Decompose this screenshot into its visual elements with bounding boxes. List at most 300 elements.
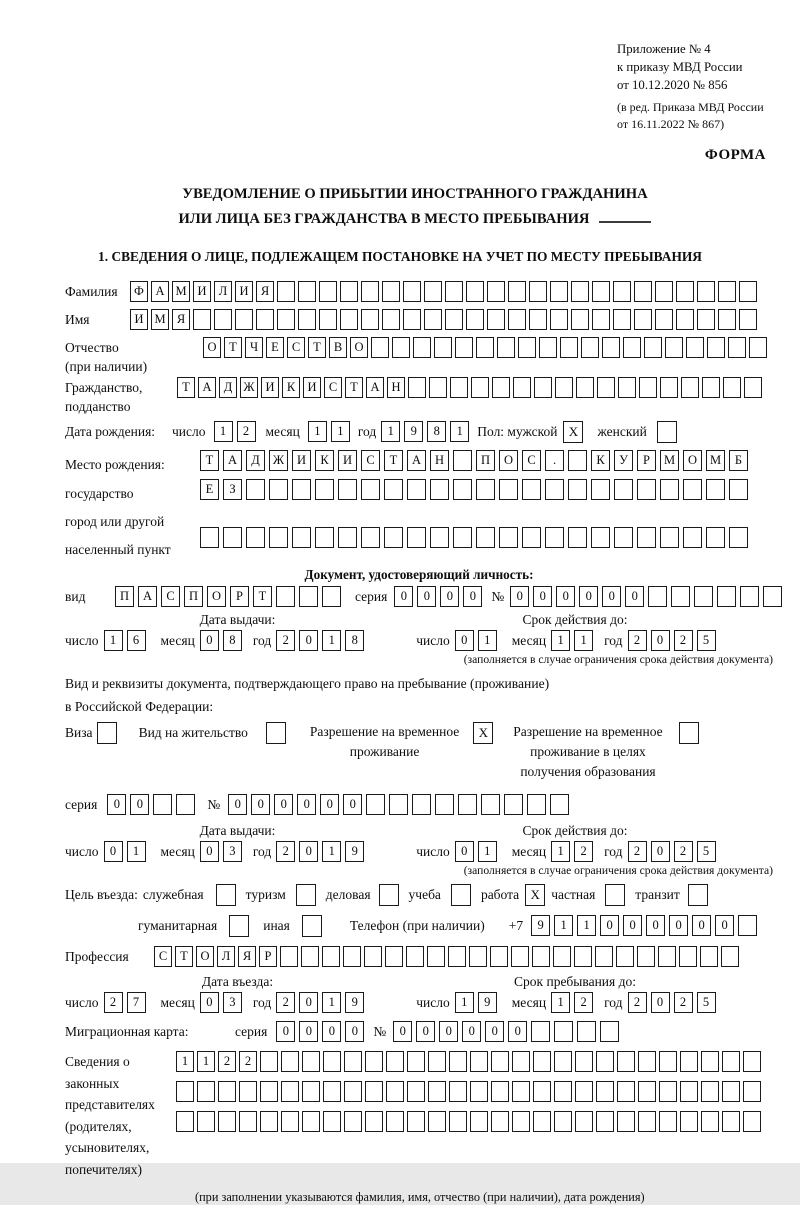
char-cell[interactable]: Т xyxy=(200,450,219,471)
char-cell[interactable] xyxy=(361,281,379,302)
char-cell[interactable] xyxy=(176,1081,194,1102)
char-cell[interactable]: 0 xyxy=(463,586,482,607)
char-cell[interactable] xyxy=(466,281,484,302)
char-cell[interactable] xyxy=(701,1081,719,1102)
char-cell[interactable]: 0 xyxy=(625,586,644,607)
char-cell[interactable] xyxy=(365,1081,383,1102)
char-cell[interactable] xyxy=(476,479,495,500)
char-cell[interactable]: 0 xyxy=(299,630,318,651)
char-cell[interactable] xyxy=(638,1111,656,1132)
char-cell[interactable] xyxy=(728,337,746,358)
char-cell[interactable] xyxy=(638,1081,656,1102)
char-cell[interactable] xyxy=(471,377,489,398)
char-cell[interactable]: 2 xyxy=(276,992,295,1013)
char-cell[interactable] xyxy=(533,1111,551,1132)
char-cell[interactable] xyxy=(644,337,662,358)
char-cell[interactable]: 1 xyxy=(104,630,123,651)
char-cell[interactable] xyxy=(428,1081,446,1102)
char-cell[interactable] xyxy=(706,479,725,500)
char-cell[interactable]: О xyxy=(683,450,702,471)
char-cell[interactable]: З xyxy=(223,479,242,500)
char-cell[interactable] xyxy=(560,337,578,358)
char-cell[interactable] xyxy=(435,794,454,815)
char-cell[interactable]: М xyxy=(660,450,679,471)
char-cell[interactable] xyxy=(550,794,569,815)
char-cell[interactable]: 0 xyxy=(455,630,474,651)
char-cell[interactable]: И xyxy=(303,377,321,398)
char-cell[interactable] xyxy=(596,1081,614,1102)
char-cell[interactable]: 1 xyxy=(308,421,327,442)
char-cell[interactable] xyxy=(596,1111,614,1132)
char-cell[interactable]: 0 xyxy=(600,915,619,936)
char-cell[interactable]: 0 xyxy=(508,1021,527,1042)
char-cell[interactable]: 9 xyxy=(404,421,423,442)
char-cell[interactable]: Т xyxy=(345,377,363,398)
char-cell[interactable]: О xyxy=(196,946,214,967)
char-cell[interactable] xyxy=(681,377,699,398)
char-cell[interactable]: 2 xyxy=(628,992,647,1013)
char-cell[interactable] xyxy=(686,337,704,358)
char-cell[interactable] xyxy=(545,527,564,548)
char-cell[interactable]: 1 xyxy=(455,992,474,1013)
char-cell[interactable]: . xyxy=(545,450,564,471)
char-cell[interactable]: Т xyxy=(175,946,193,967)
char-cell[interactable] xyxy=(407,1051,425,1072)
char-cell[interactable] xyxy=(246,479,265,500)
char-cell[interactable] xyxy=(577,1021,596,1042)
char-cell[interactable]: 0 xyxy=(510,586,529,607)
char-cell[interactable]: 0 xyxy=(533,586,552,607)
char-cell[interactable]: 0 xyxy=(485,1021,504,1042)
char-cell[interactable] xyxy=(545,479,564,500)
char-cell[interactable] xyxy=(450,377,468,398)
char-cell[interactable] xyxy=(680,1081,698,1102)
char-cell[interactable] xyxy=(280,946,298,967)
char-cell[interactable] xyxy=(256,309,274,330)
char-cell[interactable]: 5 xyxy=(697,841,716,862)
char-cell[interactable] xyxy=(697,309,715,330)
male-checkbox[interactable]: X xyxy=(563,421,583,443)
char-cell[interactable] xyxy=(218,1111,236,1132)
char-cell[interactable] xyxy=(448,946,466,967)
char-cell[interactable] xyxy=(197,1081,215,1102)
char-cell[interactable]: Ж xyxy=(269,450,288,471)
char-cell[interactable]: 0 xyxy=(692,915,711,936)
char-cell[interactable] xyxy=(522,527,541,548)
char-cell[interactable]: О xyxy=(499,450,518,471)
char-cell[interactable] xyxy=(340,309,358,330)
char-cell[interactable] xyxy=(389,794,408,815)
char-cell[interactable] xyxy=(660,479,679,500)
char-cell[interactable]: 0 xyxy=(200,992,219,1013)
char-cell[interactable] xyxy=(361,479,380,500)
char-cell[interactable] xyxy=(744,377,762,398)
char-cell[interactable] xyxy=(239,1081,257,1102)
char-cell[interactable]: 0 xyxy=(715,915,734,936)
char-cell[interactable] xyxy=(361,527,380,548)
char-cell[interactable]: 1 xyxy=(214,421,233,442)
char-cell[interactable]: Я xyxy=(256,281,274,302)
char-cell[interactable] xyxy=(277,309,295,330)
char-cell[interactable]: К xyxy=(591,450,610,471)
purpose-humanitarian-checkbox[interactable] xyxy=(229,915,249,937)
char-cell[interactable]: У xyxy=(614,450,633,471)
char-cell[interactable] xyxy=(458,794,477,815)
char-cell[interactable]: 8 xyxy=(427,421,446,442)
char-cell[interactable] xyxy=(455,337,473,358)
char-cell[interactable] xyxy=(637,946,655,967)
char-cell[interactable]: 0 xyxy=(651,992,670,1013)
char-cell[interactable]: 1 xyxy=(127,841,146,862)
char-cell[interactable] xyxy=(518,337,536,358)
char-cell[interactable]: 0 xyxy=(439,1021,458,1042)
char-cell[interactable] xyxy=(717,586,736,607)
char-cell[interactable] xyxy=(322,586,341,607)
char-cell[interactable]: А xyxy=(138,586,157,607)
char-cell[interactable] xyxy=(637,479,656,500)
char-cell[interactable] xyxy=(676,309,694,330)
char-cell[interactable] xyxy=(384,527,403,548)
char-cell[interactable] xyxy=(638,1051,656,1072)
char-cell[interactable] xyxy=(260,1051,278,1072)
char-cell[interactable] xyxy=(322,946,340,967)
temp-residence-education-checkbox[interactable] xyxy=(679,722,699,744)
char-cell[interactable]: О xyxy=(203,337,221,358)
char-cell[interactable] xyxy=(739,281,757,302)
char-cell[interactable]: Т xyxy=(384,450,403,471)
char-cell[interactable]: С xyxy=(361,450,380,471)
char-cell[interactable] xyxy=(487,309,505,330)
char-cell[interactable] xyxy=(476,337,494,358)
char-cell[interactable] xyxy=(529,281,547,302)
char-cell[interactable] xyxy=(343,946,361,967)
char-cell[interactable]: 1 xyxy=(574,630,593,651)
char-cell[interactable]: 0 xyxy=(104,841,123,862)
char-cell[interactable]: 2 xyxy=(276,841,295,862)
char-cell[interactable]: Н xyxy=(387,377,405,398)
char-cell[interactable] xyxy=(499,527,518,548)
char-cell[interactable]: 1 xyxy=(322,841,341,862)
char-cell[interactable] xyxy=(707,337,725,358)
char-cell[interactable] xyxy=(634,281,652,302)
char-cell[interactable] xyxy=(617,1081,635,1102)
char-cell[interactable]: 0 xyxy=(251,794,270,815)
char-cell[interactable] xyxy=(721,946,739,967)
char-cell[interactable] xyxy=(200,527,219,548)
char-cell[interactable] xyxy=(679,946,697,967)
char-cell[interactable]: М xyxy=(706,450,725,471)
char-cell[interactable]: 0 xyxy=(343,794,362,815)
char-cell[interactable] xyxy=(366,794,385,815)
char-cell[interactable] xyxy=(740,586,759,607)
char-cell[interactable] xyxy=(470,1051,488,1072)
char-cell[interactable] xyxy=(504,794,523,815)
char-cell[interactable]: 0 xyxy=(299,841,318,862)
char-cell[interactable]: 1 xyxy=(551,630,570,651)
char-cell[interactable] xyxy=(581,337,599,358)
char-cell[interactable]: 0 xyxy=(455,841,474,862)
char-cell[interactable] xyxy=(531,1021,550,1042)
char-cell[interactable]: 2 xyxy=(239,1051,257,1072)
char-cell[interactable] xyxy=(386,1111,404,1132)
char-cell[interactable] xyxy=(315,479,334,500)
purpose-work-checkbox[interactable]: X xyxy=(525,884,545,906)
char-cell[interactable] xyxy=(298,281,316,302)
char-cell[interactable] xyxy=(298,309,316,330)
char-cell[interactable] xyxy=(344,1051,362,1072)
char-cell[interactable] xyxy=(511,946,529,967)
char-cell[interactable]: Л xyxy=(217,946,235,967)
char-cell[interactable] xyxy=(153,794,172,815)
char-cell[interactable]: 0 xyxy=(416,1021,435,1042)
purpose-transit-checkbox[interactable] xyxy=(688,884,708,906)
char-cell[interactable] xyxy=(382,309,400,330)
purpose-private-checkbox[interactable] xyxy=(605,884,625,906)
char-cell[interactable]: 1 xyxy=(322,630,341,651)
char-cell[interactable] xyxy=(277,281,295,302)
char-cell[interactable] xyxy=(235,309,253,330)
visa-checkbox[interactable] xyxy=(97,722,117,744)
char-cell[interactable] xyxy=(281,1081,299,1102)
char-cell[interactable] xyxy=(364,946,382,967)
char-cell[interactable] xyxy=(246,527,265,548)
char-cell[interactable]: Р xyxy=(637,450,656,471)
char-cell[interactable] xyxy=(299,586,318,607)
char-cell[interactable]: 9 xyxy=(478,992,497,1013)
char-cell[interactable] xyxy=(476,527,495,548)
char-cell[interactable] xyxy=(445,281,463,302)
char-cell[interactable] xyxy=(701,1051,719,1072)
char-cell[interactable]: 1 xyxy=(551,992,570,1013)
char-cell[interactable]: А xyxy=(366,377,384,398)
char-cell[interactable] xyxy=(683,527,702,548)
char-cell[interactable] xyxy=(434,337,452,358)
char-cell[interactable]: 0 xyxy=(669,915,688,936)
char-cell[interactable]: 0 xyxy=(274,794,293,815)
char-cell[interactable]: И xyxy=(235,281,253,302)
char-cell[interactable]: А xyxy=(223,450,242,471)
char-cell[interactable]: 2 xyxy=(218,1051,236,1072)
temp-residence-permit-checkbox[interactable]: X xyxy=(473,722,493,744)
char-cell[interactable] xyxy=(722,1081,740,1102)
char-cell[interactable] xyxy=(340,281,358,302)
char-cell[interactable]: А xyxy=(198,377,216,398)
char-cell[interactable] xyxy=(533,1081,551,1102)
char-cell[interactable] xyxy=(694,586,713,607)
char-cell[interactable] xyxy=(428,1111,446,1132)
char-cell[interactable] xyxy=(512,1111,530,1132)
char-cell[interactable] xyxy=(763,586,782,607)
char-cell[interactable]: 0 xyxy=(646,915,665,936)
char-cell[interactable]: 2 xyxy=(674,992,693,1013)
char-cell[interactable]: Е xyxy=(266,337,284,358)
char-cell[interactable] xyxy=(408,377,426,398)
char-cell[interactable]: 1 xyxy=(577,915,596,936)
char-cell[interactable] xyxy=(591,479,610,500)
char-cell[interactable] xyxy=(539,337,557,358)
char-cell[interactable] xyxy=(527,794,546,815)
char-cell[interactable] xyxy=(613,309,631,330)
char-cell[interactable]: 0 xyxy=(440,586,459,607)
char-cell[interactable] xyxy=(323,1051,341,1072)
char-cell[interactable] xyxy=(723,377,741,398)
char-cell[interactable]: 0 xyxy=(394,586,413,607)
char-cell[interactable]: А xyxy=(407,450,426,471)
char-cell[interactable] xyxy=(302,1081,320,1102)
char-cell[interactable]: 0 xyxy=(651,841,670,862)
char-cell[interactable]: А xyxy=(151,281,169,302)
char-cell[interactable] xyxy=(739,309,757,330)
char-cell[interactable] xyxy=(618,377,636,398)
char-cell[interactable] xyxy=(639,377,657,398)
char-cell[interactable]: Л xyxy=(214,281,232,302)
char-cell[interactable] xyxy=(365,1111,383,1132)
purpose-study-checkbox[interactable] xyxy=(451,884,471,906)
char-cell[interactable] xyxy=(665,337,683,358)
char-cell[interactable]: 0 xyxy=(417,586,436,607)
char-cell[interactable] xyxy=(371,337,389,358)
char-cell[interactable]: 0 xyxy=(556,586,575,607)
char-cell[interactable] xyxy=(680,1051,698,1072)
char-cell[interactable]: 1 xyxy=(551,841,570,862)
char-cell[interactable]: 1 xyxy=(322,992,341,1013)
char-cell[interactable]: 1 xyxy=(478,630,497,651)
char-cell[interactable] xyxy=(449,1111,467,1132)
char-cell[interactable]: 3 xyxy=(223,992,242,1013)
char-cell[interactable] xyxy=(403,309,421,330)
char-cell[interactable]: 6 xyxy=(127,630,146,651)
char-cell[interactable] xyxy=(487,281,505,302)
char-cell[interactable]: 2 xyxy=(674,841,693,862)
char-cell[interactable]: 0 xyxy=(107,794,126,815)
char-cell[interactable] xyxy=(522,479,541,500)
char-cell[interactable]: П xyxy=(115,586,134,607)
char-cell[interactable] xyxy=(319,309,337,330)
char-cell[interactable] xyxy=(338,479,357,500)
char-cell[interactable] xyxy=(470,1111,488,1132)
char-cell[interactable] xyxy=(176,794,195,815)
char-cell[interactable]: 7 xyxy=(127,992,146,1013)
char-cell[interactable] xyxy=(702,377,720,398)
char-cell[interactable]: 5 xyxy=(697,992,716,1013)
char-cell[interactable] xyxy=(658,946,676,967)
char-cell[interactable] xyxy=(743,1111,761,1132)
char-cell[interactable]: 1 xyxy=(478,841,497,862)
char-cell[interactable]: Р xyxy=(230,586,249,607)
char-cell[interactable] xyxy=(568,479,587,500)
char-cell[interactable]: 8 xyxy=(223,630,242,651)
char-cell[interactable] xyxy=(554,1021,573,1042)
char-cell[interactable] xyxy=(550,309,568,330)
char-cell[interactable] xyxy=(576,377,594,398)
char-cell[interactable]: 9 xyxy=(345,992,364,1013)
char-cell[interactable]: С xyxy=(324,377,342,398)
char-cell[interactable] xyxy=(534,377,552,398)
char-cell[interactable]: 0 xyxy=(651,630,670,651)
char-cell[interactable] xyxy=(554,1111,572,1132)
char-cell[interactable] xyxy=(571,281,589,302)
char-cell[interactable]: 1 xyxy=(197,1051,215,1072)
char-cell[interactable]: С xyxy=(522,450,541,471)
char-cell[interactable] xyxy=(406,946,424,967)
char-cell[interactable] xyxy=(508,309,526,330)
char-cell[interactable] xyxy=(384,479,403,500)
char-cell[interactable]: О xyxy=(350,337,368,358)
char-cell[interactable]: 0 xyxy=(345,1021,364,1042)
char-cell[interactable] xyxy=(617,1111,635,1132)
char-cell[interactable] xyxy=(596,1051,614,1072)
char-cell[interactable]: М xyxy=(172,281,190,302)
char-cell[interactable] xyxy=(302,1051,320,1072)
char-cell[interactable] xyxy=(637,527,656,548)
char-cell[interactable]: 0 xyxy=(200,630,219,651)
purpose-other-checkbox[interactable] xyxy=(302,915,322,937)
char-cell[interactable] xyxy=(743,1051,761,1072)
char-cell[interactable] xyxy=(718,281,736,302)
char-cell[interactable] xyxy=(592,281,610,302)
char-cell[interactable]: 2 xyxy=(574,841,593,862)
char-cell[interactable]: С xyxy=(161,586,180,607)
char-cell[interactable] xyxy=(529,309,547,330)
char-cell[interactable]: 9 xyxy=(531,915,550,936)
char-cell[interactable] xyxy=(492,377,510,398)
char-cell[interactable]: С xyxy=(287,337,305,358)
char-cell[interactable] xyxy=(499,479,518,500)
char-cell[interactable] xyxy=(281,1111,299,1132)
char-cell[interactable] xyxy=(600,1021,619,1042)
char-cell[interactable]: 0 xyxy=(602,586,621,607)
char-cell[interactable]: 3 xyxy=(223,841,242,862)
char-cell[interactable] xyxy=(648,586,667,607)
char-cell[interactable] xyxy=(655,281,673,302)
char-cell[interactable] xyxy=(365,1051,383,1072)
char-cell[interactable]: 0 xyxy=(228,794,247,815)
char-cell[interactable] xyxy=(592,309,610,330)
char-cell[interactable] xyxy=(407,527,426,548)
char-cell[interactable] xyxy=(449,1081,467,1102)
char-cell[interactable] xyxy=(466,309,484,330)
char-cell[interactable] xyxy=(574,946,592,967)
char-cell[interactable] xyxy=(722,1111,740,1132)
char-cell[interactable] xyxy=(491,1111,509,1132)
char-cell[interactable]: 0 xyxy=(623,915,642,936)
char-cell[interactable] xyxy=(344,1081,362,1102)
char-cell[interactable] xyxy=(623,337,641,358)
char-cell[interactable] xyxy=(533,1051,551,1072)
char-cell[interactable] xyxy=(571,309,589,330)
female-checkbox[interactable] xyxy=(657,421,677,443)
char-cell[interactable]: 0 xyxy=(200,841,219,862)
purpose-tourism-checkbox[interactable] xyxy=(296,884,316,906)
char-cell[interactable]: Ч xyxy=(245,337,263,358)
char-cell[interactable]: И xyxy=(292,450,311,471)
char-cell[interactable]: И xyxy=(130,309,148,330)
char-cell[interactable]: 0 xyxy=(579,586,598,607)
char-cell[interactable]: 1 xyxy=(381,421,400,442)
char-cell[interactable]: Б xyxy=(729,450,748,471)
char-cell[interactable] xyxy=(214,309,232,330)
char-cell[interactable] xyxy=(193,309,211,330)
char-cell[interactable] xyxy=(616,946,634,967)
char-cell[interactable] xyxy=(412,794,431,815)
char-cell[interactable] xyxy=(449,1051,467,1072)
char-cell[interactable] xyxy=(512,1081,530,1102)
char-cell[interactable]: 2 xyxy=(674,630,693,651)
char-cell[interactable] xyxy=(683,479,702,500)
char-cell[interactable] xyxy=(513,377,531,398)
char-cell[interactable]: Т xyxy=(308,337,326,358)
char-cell[interactable] xyxy=(550,281,568,302)
